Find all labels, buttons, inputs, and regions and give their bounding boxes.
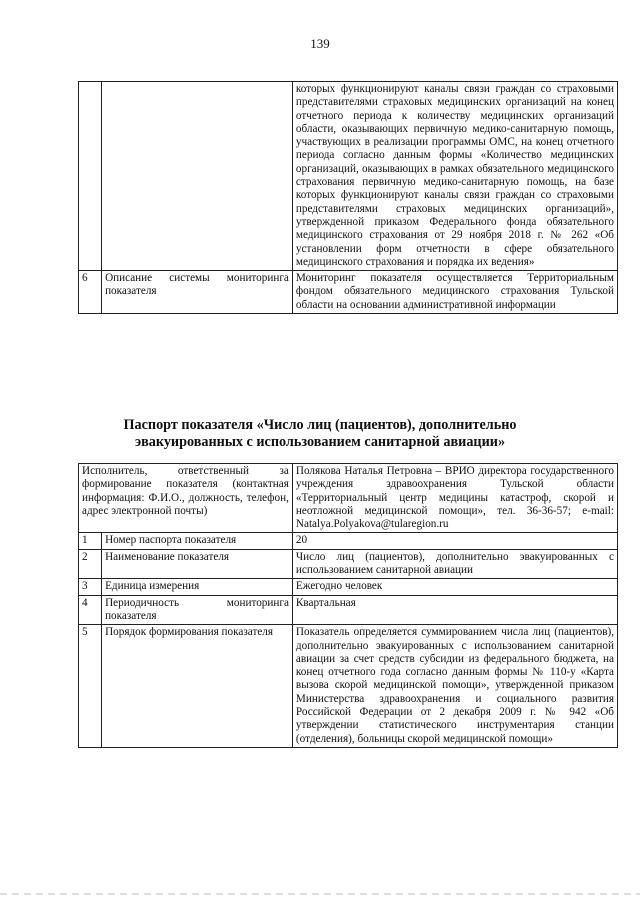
passport-title [0,417,640,451]
row-label-cell: Единица измерения [102,579,293,595]
row-number-cell: 4 [79,595,102,625]
table-row [79,271,618,314]
row-label-cell: Наименование показателя [102,549,293,579]
executor-label-cell: Исполнитель, ответственный за формирование показателя (контактная информация: Ф.И.О., должность, телефон, адрес электронной почты) [79,464,293,533]
table-row [79,549,618,579]
executor-value-cell: Полякова Наталья Петровна – ВРИО директора государственного учреждения здравоохранения Тульской области «Территориальный центр медицины катастроф, скорой и неотложной медицинской помощи», тел. 36-36-57; e-mail: Natalya.Polyakova@tularegion.ru [292,464,617,533]
indicator-table-continued [78,81,618,314]
passport-title-line: Паспорт показателя «Число лиц (пациентов), дополнительно [123,417,517,433]
table-row [79,625,618,748]
row-number-cell: 2 [79,549,102,579]
row-value-cell: Показатель определяется суммированием числа лиц (пациентов), дополнительно эвакуированных с использованием санитарной авиации за счет средств субсидии из федерального бюджета, на конец отчетного года согласно данным формы № 110-у «Карта вызова скорой медицинской помощи», утвержденной приказом Министерства здравоохранения и социального развития Российской Федерации от 2 декабря 2009 г. № 942 «Об утверждении статистического инструментария станции (отделения), больницы скорой медицинской помощи» [292,625,617,748]
row-value-cell: Квартальная [292,595,617,625]
row-label-cell: Порядок формирования показателя [102,625,293,748]
table-row-executor [79,464,618,533]
row-number-cell: 6 [79,271,102,314]
row-number-cell: 5 [79,625,102,748]
row-number-cell: 3 [79,579,102,595]
table-row [79,579,618,595]
row-value-cell: которых функционируют каналы связи граждан со страховыми представителями страховых медицинских организаций на конец отчетного периода к количеству медицинских организаций области, оказывающих первичную медико-санитарную помощь, участвующих в реализации программы ОМС, на конец отчетного периода согласно данным формы «Количество медицинских организаций, оказывающих в рамках обязательного медицинского страхования первичную медико-санитарную помощь, на базе которых функционируют каналы связи граждан со страховыми представителями страховых медицинских организаций», утвержденной приказом Федерального фонда обязательного медицинского страхования от 29 ноября 2018 г. № 262 «Об установлении форм отчетности в сфере обязательного медицинского страхования и порядка их ведения» [292,82,617,271]
table-row [79,595,618,625]
row-label-cell [102,82,293,271]
scan-artifact-line [0,893,640,895]
row-value-cell: Мониторинг показателя осуществляется Территориальным фондом обязательного медицинского страхования Тульской области на основании административной информации [292,271,617,314]
row-value-cell: Число лиц (пациентов), дополнительно эвакуированных с использованием санитарной авиации [292,549,617,579]
row-value-cell: 20 [292,533,617,549]
table-row [79,82,618,271]
passport-title-line: эвакуированных с использованием санитарной авиации» [134,434,506,450]
row-label-cell: Номер паспорта показателя [102,533,293,549]
row-label-cell: Периодичность мониторинга показателя [102,595,293,625]
table-row [79,533,618,549]
passport-table [78,463,618,748]
row-number-cell: 1 [79,533,102,549]
row-label-cell: Описание системы мониторинга показателя [102,271,293,314]
page-number: 139 [310,36,330,51]
row-number-cell [79,82,102,271]
row-value-cell: Ежегодно человек [292,579,617,595]
